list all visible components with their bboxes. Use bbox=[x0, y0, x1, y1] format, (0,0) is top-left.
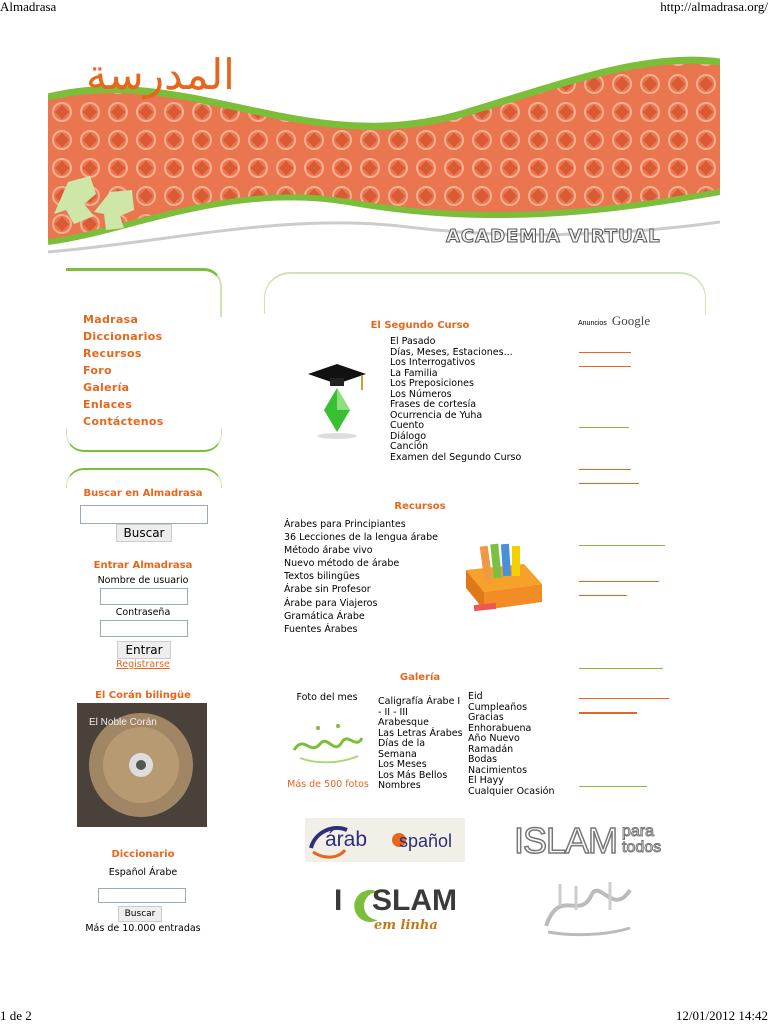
register-link[interactable]: Registrarse bbox=[116, 659, 170, 670]
list-item[interactable]: Arabesque bbox=[378, 717, 429, 728]
ad-link[interactable] bbox=[579, 581, 659, 582]
list-item[interactable]: Canción bbox=[390, 441, 429, 452]
list-item[interactable]: Caligrafía Árabe I - II - III bbox=[378, 696, 461, 718]
tagline: ACADEMIA VIRTUAL bbox=[446, 226, 661, 247]
ad-link[interactable] bbox=[579, 668, 663, 669]
username-input[interactable] bbox=[100, 588, 188, 605]
list-item[interactable]: Días de la Semana bbox=[378, 738, 426, 760]
ad-link[interactable] bbox=[579, 698, 669, 699]
nav-item-contactenos[interactable]: Contáctenos bbox=[83, 415, 164, 428]
nav-item-madrasa[interactable]: Madrasa bbox=[83, 313, 139, 326]
calligraphy-logo-icon bbox=[540, 876, 636, 938]
password-input[interactable] bbox=[100, 620, 188, 637]
coran-cover-title: El Noble Corán bbox=[89, 717, 157, 728]
list-item[interactable]: Los Más Bellos Nombres bbox=[378, 769, 448, 791]
arabic-calligraphy-logo[interactable] bbox=[540, 876, 636, 938]
list-item[interactable]: Los Interrogativos bbox=[390, 357, 476, 368]
islam-para-todos-sub1: para bbox=[622, 823, 655, 840]
galeria-list-2 bbox=[468, 692, 568, 797]
islam-em-linha-letter: I bbox=[334, 884, 343, 917]
list-item[interactable]: Fuentes Árabes bbox=[284, 623, 358, 635]
arabespanol-text-2: spañol bbox=[399, 831, 453, 851]
galeria-title: Galería bbox=[399, 672, 441, 683]
ads-brand: Google bbox=[611, 313, 651, 328]
ad-link[interactable] bbox=[579, 352, 631, 353]
islam-para-todos-main: ISLAM bbox=[514, 820, 618, 861]
calligraphy-icon bbox=[288, 716, 368, 770]
print-page-number: 1 de 2 bbox=[0, 1008, 32, 1023]
main-nav bbox=[83, 313, 223, 432]
islam-em-linha-text: SLAM bbox=[372, 884, 457, 917]
list-item[interactable]: Nuevo método de árabe bbox=[284, 558, 400, 570]
list-item[interactable]: Árabe para Viajeros bbox=[284, 597, 378, 609]
search-input[interactable] bbox=[80, 505, 208, 524]
ad-link[interactable] bbox=[579, 545, 665, 546]
segundo-curso-title: El Segundo Curso bbox=[370, 320, 470, 331]
nav-item-diccionarios[interactable]: Diccionarios bbox=[83, 330, 163, 343]
list-item[interactable]: Textos bilingües bbox=[284, 571, 360, 583]
list-item[interactable]: 36 Lecciones de la lengua árabe bbox=[284, 532, 439, 544]
coran-cover[interactable] bbox=[77, 703, 207, 827]
nav-item-recursos[interactable]: Recursos bbox=[83, 347, 142, 360]
list-item[interactable]: Gracias bbox=[468, 712, 504, 723]
diccionario-subtitle: Español Árabe bbox=[108, 867, 178, 878]
ad-link[interactable] bbox=[579, 427, 629, 428]
ad-link[interactable] bbox=[579, 469, 631, 470]
recursos-title: Recursos bbox=[394, 501, 446, 512]
logo-arabic: المدرسة bbox=[86, 50, 235, 99]
print-datetime: 12/01/2012 14:42 bbox=[675, 1008, 768, 1023]
list-item[interactable]: Gramática Árabe bbox=[284, 610, 365, 622]
list-item[interactable]: El Hayy bbox=[468, 775, 504, 786]
nav-box-top bbox=[66, 268, 222, 317]
arabespanol-logo[interactable] bbox=[305, 818, 465, 862]
foto-del-mes-label: Foto del mes bbox=[296, 692, 358, 703]
segundo-curso-list bbox=[390, 337, 560, 463]
ad-link[interactable] bbox=[579, 712, 637, 714]
login-title: Entrar Almadrasa bbox=[93, 560, 193, 571]
list-item[interactable]: Año Nuevo bbox=[468, 733, 520, 744]
list-item[interactable]: Método árabe vivo bbox=[284, 545, 373, 557]
list-item[interactable]: Los Preposiciones bbox=[390, 378, 474, 389]
graduation-icon bbox=[294, 360, 380, 440]
password-label: Contraseña bbox=[115, 607, 171, 618]
list-item[interactable]: Las Letras Árabes bbox=[378, 727, 463, 739]
islam-em-linha-sub: em linha bbox=[374, 918, 438, 933]
ad-link[interactable] bbox=[579, 595, 627, 596]
ad-link[interactable] bbox=[579, 483, 639, 484]
ads-label: Anuncios bbox=[578, 320, 607, 327]
search-button[interactable]: Buscar bbox=[116, 524, 172, 542]
list-item[interactable]: Enhorabuena bbox=[468, 722, 532, 734]
search-title: Buscar en Almadrasa bbox=[83, 488, 203, 499]
islam-em-linha-logo[interactable] bbox=[334, 882, 457, 936]
login-button[interactable]: Entrar bbox=[117, 641, 171, 659]
list-item[interactable]: Cualquier Ocasión bbox=[468, 785, 555, 797]
islam-para-todos-sub2: todos bbox=[622, 839, 662, 856]
list-item[interactable]: Ramadán bbox=[468, 743, 514, 755]
list-item[interactable]: Frases de cortesía bbox=[390, 399, 477, 410]
foto-del-mes-image[interactable] bbox=[288, 716, 368, 770]
galeria-list-1 bbox=[378, 697, 466, 792]
diccionario-button[interactable]: Buscar bbox=[118, 906, 162, 922]
list-item[interactable]: Ocurrencia de Yuha bbox=[390, 409, 483, 421]
list-item[interactable]: Examen del Segundo Curso bbox=[390, 451, 522, 463]
list-item[interactable]: Los Meses bbox=[378, 759, 427, 770]
list-item[interactable]: La Familia bbox=[390, 367, 438, 379]
content-frame-top bbox=[264, 272, 706, 314]
list-item[interactable]: Cuento bbox=[390, 420, 425, 431]
nav-box-bottom bbox=[66, 428, 222, 452]
ad-link[interactable] bbox=[579, 786, 647, 787]
islam-para-todos-logo[interactable] bbox=[514, 822, 666, 862]
nav-item-foro[interactable]: Foro bbox=[83, 364, 112, 377]
coran-title: El Corán bilingüe bbox=[95, 690, 191, 701]
arabespanol-text-1: árab bbox=[325, 828, 368, 851]
list-item[interactable]: Diálogo bbox=[390, 430, 427, 442]
nav-item-galeria[interactable]: Galería bbox=[83, 381, 130, 394]
banner bbox=[48, 42, 720, 264]
diccionario-input[interactable] bbox=[98, 888, 186, 903]
list-item[interactable]: Cumpleaños bbox=[468, 701, 528, 713]
ads-header bbox=[578, 310, 650, 329]
list-item[interactable]: Árabes para Principiantes bbox=[284, 519, 406, 530]
ad-link[interactable] bbox=[579, 366, 631, 367]
diccionario-note: Más de 10.000 entradas bbox=[85, 923, 201, 934]
list-item[interactable]: Árabe sin Profesor bbox=[284, 584, 371, 596]
username-label: Nombre de usuario bbox=[97, 575, 189, 586]
print-url: http://almadrasa.org/ bbox=[660, 0, 768, 14]
diccionario-title: Diccionario bbox=[111, 849, 175, 860]
list-item[interactable]: Nacimientos bbox=[468, 764, 528, 776]
list-item[interactable]: Días, Meses, Estaciones... bbox=[390, 346, 513, 358]
nav-item-enlaces[interactable]: Enlaces bbox=[83, 398, 133, 411]
foto-caption[interactable]: Más de 500 fotos bbox=[287, 779, 369, 790]
recursos-list bbox=[284, 518, 464, 636]
books-icon bbox=[462, 540, 546, 616]
search-box-top bbox=[66, 468, 222, 488]
list-item[interactable]: Eid bbox=[468, 691, 483, 702]
print-title: Almadrasa bbox=[0, 0, 57, 14]
list-item[interactable]: Bodas bbox=[468, 754, 498, 765]
list-item[interactable]: El Pasado bbox=[390, 336, 436, 347]
list-item[interactable]: Los Números bbox=[390, 388, 452, 400]
